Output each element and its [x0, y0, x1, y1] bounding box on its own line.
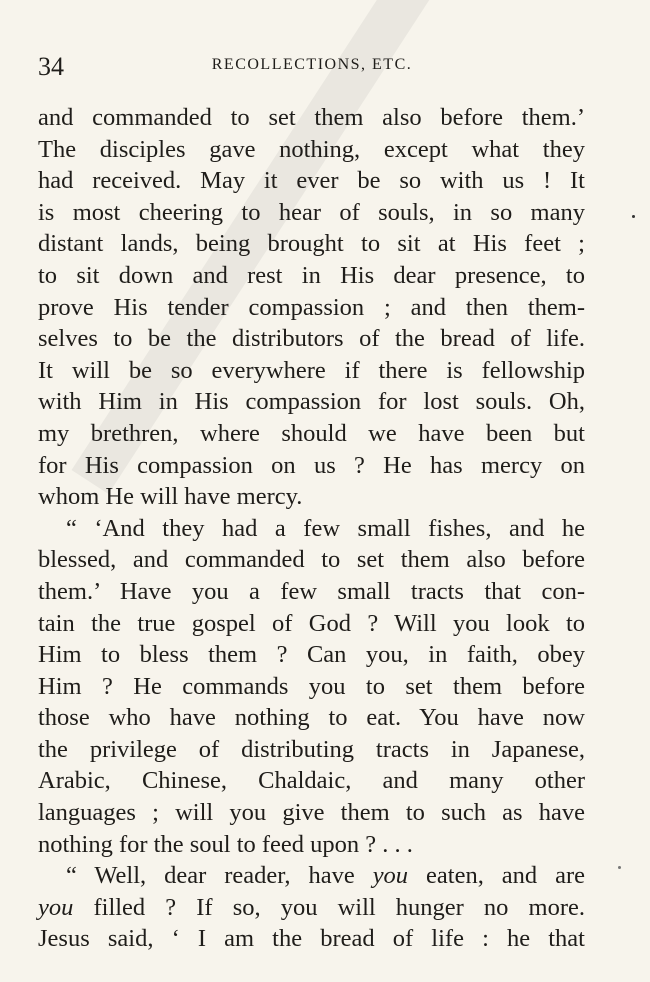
text-line: selves to be the distributors of the bread of life. [38, 325, 585, 353]
text-line: Him ? He commands you to set them before [38, 672, 585, 700]
page-body [38, 102, 585, 955]
text-line: those who have nothing to eat. You have now [38, 704, 585, 732]
text-line: my brethren, where should we have been but [38, 419, 585, 447]
text-line: the privilege of distributing tracts in Japanese, [38, 735, 585, 763]
page-header [38, 52, 586, 82]
text-line: Him to bless them ? Can you, in faith, obey [38, 641, 585, 669]
text-line: Arabic, Chinese, Chaldaic, and many other [38, 767, 585, 795]
text-line: The disciples gave nothing, except what they [38, 135, 585, 163]
text-line: them.’ Have you a few small tracts that con- [38, 577, 585, 605]
text-line: blessed, and commanded to set them also before [38, 546, 585, 574]
page-number: 34 [38, 52, 64, 81]
text-line: is most cheering to hear of souls, in so many [38, 198, 585, 226]
text-line: “ Well, dear reader, have you eaten, and are [66, 862, 585, 890]
text-line: with Him in His compassion for lost souls. Oh, [38, 388, 585, 416]
text-line: to sit down and rest in His dear presence, to [38, 261, 585, 289]
text-line: distant lands, being brought to sit at His feet ; [38, 230, 585, 258]
text-line: nothing for the soul to feed upon ? . . . [38, 830, 413, 858]
text-line: you filled ? If so, you will hunger no more. [38, 893, 585, 921]
text-line: for His compassion on us ? He has mercy on [38, 451, 585, 479]
emphasis: you [372, 862, 409, 890]
text-line: prove His tender compassion ; and then them- [38, 293, 585, 321]
text-line: tain the true gospel of God ? Will you look to [38, 609, 585, 637]
text-line: and commanded to set them also before them.’ [38, 104, 585, 131]
text-line: Jesus said, ‘ I am the bread of life : he that [38, 925, 585, 953]
text-line: languages ; will you give them to such as have [38, 799, 585, 827]
emphasis: you [38, 893, 74, 921]
scan-speck [632, 215, 635, 218]
text-line: whom He will have mercy. [38, 483, 303, 511]
text-line: had received. May it ever be so with us ! It [38, 167, 585, 195]
text-line: “ ‘And they had a few small fishes, and he [66, 514, 585, 542]
scan-speck [618, 866, 621, 869]
text-line: It will be so everywhere if there is fellowship [38, 356, 585, 384]
running-title: RECOLLECTIONS, ETC. [211, 56, 413, 73]
